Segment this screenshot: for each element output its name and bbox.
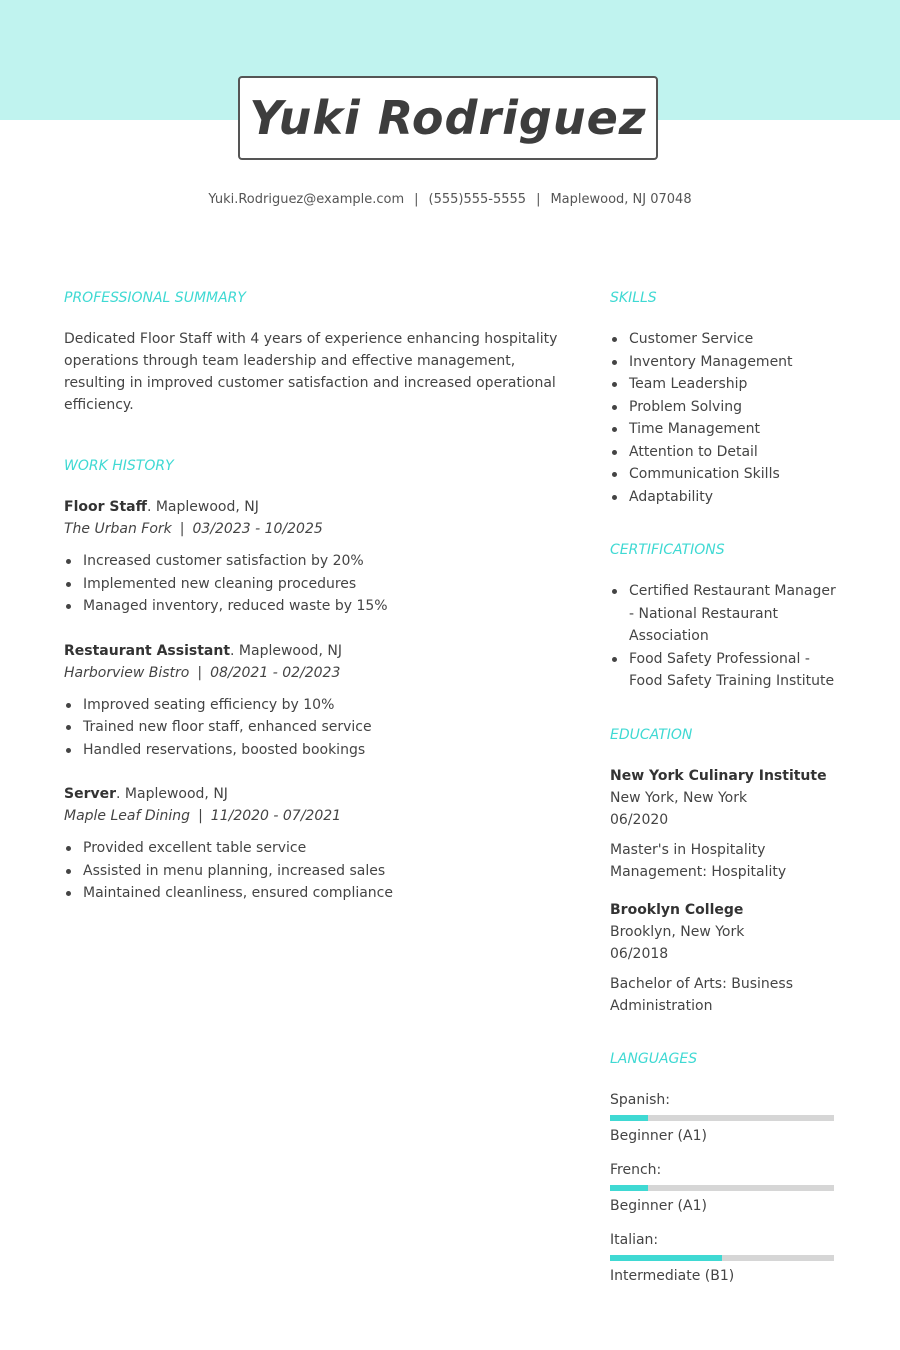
job-bullets — [64, 694, 564, 762]
job-meta — [64, 805, 564, 827]
language-bar-fill — [610, 1115, 648, 1121]
contact-separator: | — [414, 192, 419, 207]
job-title-line — [64, 640, 564, 662]
certifications-heading: CERTIFICATIONS — [610, 542, 725, 558]
contact-separator: | — [536, 192, 541, 207]
skill-item: Attention to Detail — [610, 441, 840, 464]
school-date: 06/2018 — [610, 945, 669, 962]
job-bullet: Maintained cleanliness, ensured compliance — [64, 882, 564, 905]
job-dates: 08/2021 - 02/2023 — [210, 664, 341, 681]
job-entry — [64, 640, 564, 762]
languages-section — [610, 1051, 840, 1287]
job-role: Server — [64, 786, 117, 802]
language-name: Italian: — [610, 1231, 659, 1248]
job-location: . Maplewood, NJ — [230, 642, 342, 659]
skills-section — [610, 290, 840, 508]
phone-text: (555)555-5555 — [428, 192, 527, 207]
job-role: Floor Staff — [64, 499, 147, 515]
skill-item: Adaptability — [610, 486, 840, 509]
job-bullet: Handled reservations, boosted bookings — [64, 739, 564, 762]
certification-item: Certified Restaurant Manager - National Restaurant Association — [610, 580, 840, 648]
skill-item: Problem Solving — [610, 396, 840, 419]
job-entry — [64, 783, 564, 905]
language-entry — [610, 1159, 840, 1217]
language-entry — [610, 1089, 840, 1147]
left-column — [64, 290, 564, 927]
job-location: . Maplewood, NJ — [116, 786, 228, 802]
job-bullets — [64, 837, 564, 905]
job-dates: 03/2023 - 10/2025 — [192, 521, 323, 537]
job-bullet: Assisted in menu planning, increased sales — [64, 860, 564, 883]
job-bullet: Trained new floor staff, enhanced service — [64, 716, 564, 739]
job-dates: 11/2020 - 07/2021 — [210, 808, 342, 824]
job-company: The Urban Fork — [64, 521, 172, 537]
name-box — [238, 76, 658, 160]
job-entry — [64, 496, 564, 618]
school-name: Brooklyn College — [610, 901, 744, 918]
skill-item: Inventory Management — [610, 351, 840, 374]
job-bullet: Implemented new cleaning procedures — [64, 573, 564, 596]
meta-separator: | — [197, 664, 203, 681]
language-bar-fill — [610, 1185, 648, 1191]
right-column — [610, 290, 840, 1321]
language-entry — [610, 1229, 840, 1287]
skill-item: Team Leadership — [610, 373, 840, 396]
degree-text: Master's in Hospitality Management: Hospitality — [610, 841, 787, 880]
skill-item: Customer Service — [610, 328, 840, 351]
degree-text: Bachelor of Arts: Business Administration — [610, 975, 793, 1014]
job-title-line — [64, 783, 564, 805]
language-level: Beginner (A1) — [610, 1127, 707, 1144]
meta-separator: | — [179, 521, 185, 537]
language-level: Beginner (A1) — [610, 1197, 707, 1214]
job-bullets — [64, 550, 564, 618]
education-section — [610, 727, 840, 1017]
job-company: Harborview Bistro — [64, 664, 190, 681]
email-text: Yuki.Rodriguez@example.com — [208, 192, 405, 207]
job-bullet: Increased customer satisfaction by 20% — [64, 550, 564, 573]
education-entry — [610, 899, 840, 1017]
language-bar — [610, 1115, 834, 1121]
job-bullet: Managed inventory, reduced waste by 15% — [64, 595, 564, 618]
school-date: 06/2020 — [610, 811, 669, 828]
language-bar — [610, 1185, 834, 1191]
meta-separator: | — [198, 808, 203, 824]
language-bar — [610, 1255, 834, 1261]
language-name: French: — [610, 1161, 662, 1178]
location-text: Maplewood, NJ 07048 — [550, 192, 692, 207]
job-role: Restaurant Assistant — [64, 642, 231, 659]
school-place: New York, New York — [610, 789, 748, 806]
education-heading: EDUCATION — [610, 726, 693, 743]
summary-text: Dedicated Floor Staff with 4 years of experience enhancing hospitality operations through team leadership and effective management, resulting in improved customer satisfaction and increased operational efficiency. — [64, 331, 558, 413]
languages-heading: LANGUAGES — [610, 1050, 698, 1067]
skills-heading: SKILLS — [610, 290, 657, 306]
school-place: Brooklyn, New York — [610, 923, 745, 940]
job-company: Maple Leaf Dining — [64, 808, 191, 824]
education-entry — [610, 765, 840, 883]
skills-list — [610, 328, 840, 508]
contact-line — [0, 192, 900, 207]
language-bar-fill — [610, 1255, 722, 1261]
language-name: Spanish: — [610, 1091, 670, 1108]
language-level: Intermediate (B1) — [610, 1267, 735, 1284]
candidate-name: Yuki Rodriguez — [249, 91, 647, 145]
skill-item: Communication Skills — [610, 463, 840, 486]
job-meta — [64, 518, 564, 540]
work-history-heading: WORK HISTORY — [64, 458, 174, 474]
certifications-list — [610, 580, 840, 693]
job-bullet: Provided excellent table service — [64, 837, 564, 860]
skill-item: Time Management — [610, 418, 840, 441]
job-meta — [64, 662, 564, 684]
school-name: New York Culinary Institute — [610, 767, 827, 784]
certifications-section — [610, 542, 840, 693]
summary-heading: PROFESSIONAL SUMMARY — [64, 290, 246, 306]
job-bullet: Improved seating efficiency by 10% — [64, 694, 564, 717]
certification-item: Food Safety Professional - Food Safety Training Institute — [610, 648, 840, 693]
job-location: . Maplewood, NJ — [146, 499, 259, 515]
job-title-line — [64, 496, 564, 518]
